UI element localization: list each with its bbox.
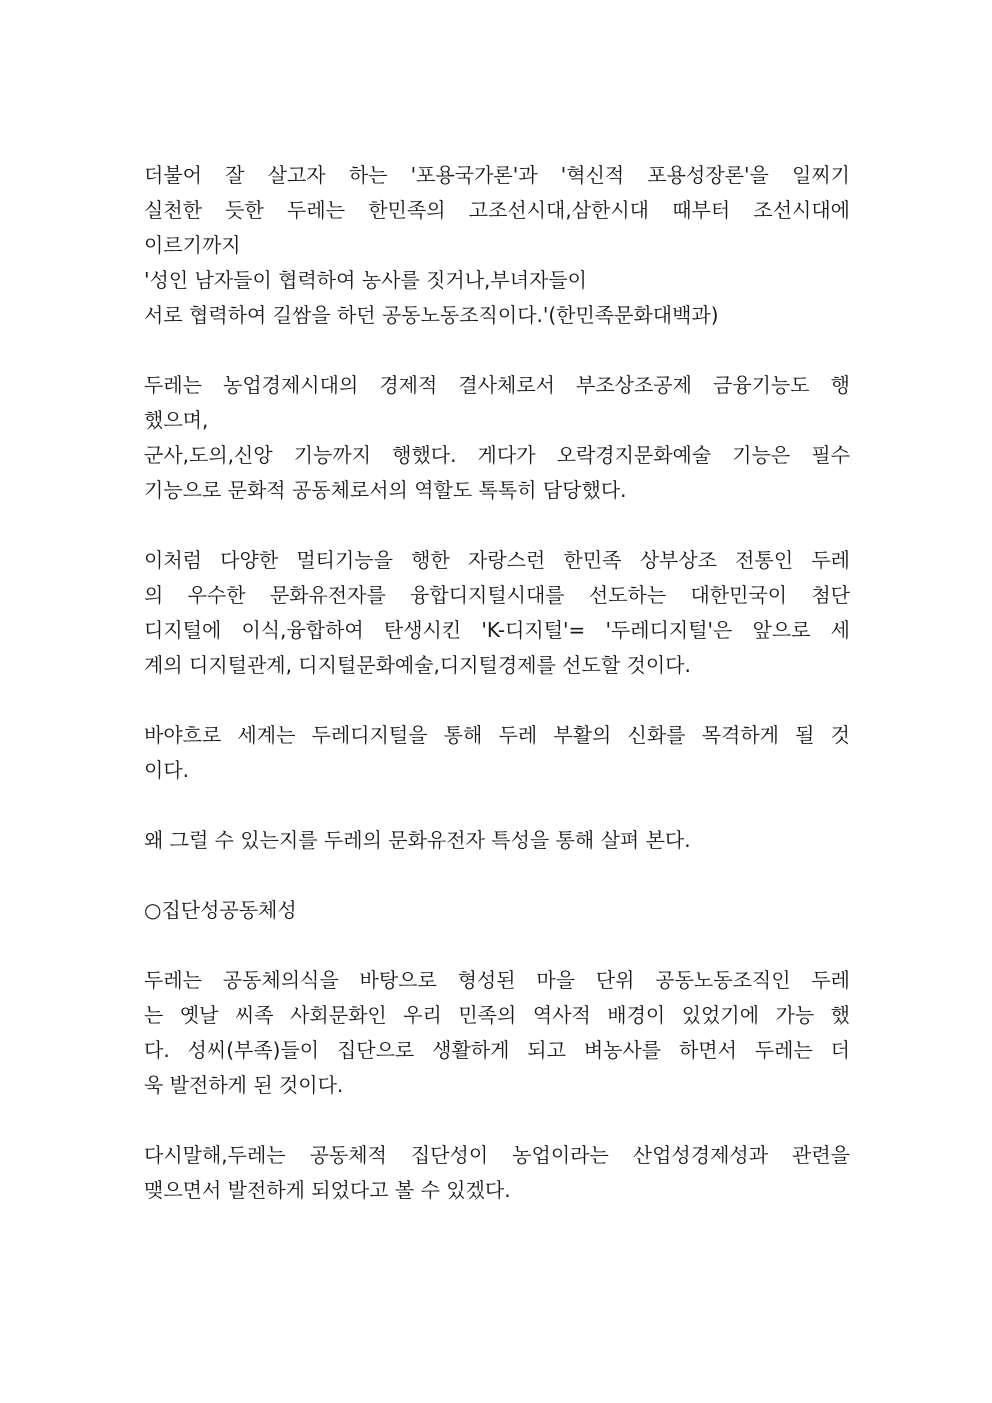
paragraph-4 (144, 718, 850, 788)
text-line: 했으며, (144, 408, 209, 432)
text-line: 바야흐로 세계는 두레디지털을 통해 두레 부활의 신화를 목격하게 될 것 (144, 723, 850, 747)
text-line: 이르기까지 (144, 233, 241, 257)
text-line: 는 옛날 씨족 사회문화인 우리 민족의 역사적 배경이 있었기에 가능 했 (144, 1003, 850, 1027)
text-line: '성인 남자들이 협력하여 농사를 짓거나,부녀자들이 (144, 268, 588, 292)
document-body (144, 158, 850, 1243)
text-line: 군사,도의,신앙 기능까지 행했다. 게다가 오락경지문화예술 기능은 필수 (144, 443, 850, 467)
text-line: 맺으면서 발전하게 되었다고 볼 수 있겠다. (144, 1178, 511, 1202)
text-line: 더불어 잘 살고자 하는 '포용국가론'과 '혁신적 포용성장론'을 일찌기 (144, 163, 850, 187)
paragraph-2 (144, 368, 850, 508)
text-line: 두레는 공동체의식을 바탕으로 형성된 마을 단위 공동노동조직인 두레 (144, 968, 850, 992)
text-line: 의 우수한 문화유전자를 융합디지털시대를 선도하는 대한민국이 첨단 (144, 583, 850, 607)
text-line: 두레는 농업경제시대의 경제적 결사체로서 부조상조공제 금융기능도 행 (144, 373, 850, 397)
paragraph-3 (144, 543, 850, 683)
text-line: 실천한 듯한 두레는 한민족의 고조선시대,삼한시대 때부터 조선시대에 (144, 198, 850, 222)
text-line: 디지털에 이식,융합하여 탄생시킨 'K-디지털'= '두레디지털'은 앞으로 세 (144, 618, 850, 642)
heading-text: ○집단성공동체성 (144, 898, 297, 922)
section-heading (144, 893, 850, 928)
paragraph-7 (144, 1138, 850, 1208)
text-line: 다. 성씨(부족)들이 집단으로 생활하게 되고 벼농사를 하면서 두레는 더 (144, 1038, 850, 1062)
text-line: 다시말해,두레는 공동체적 집단성이 농업이라는 산업성경제성과 관련을 (144, 1143, 850, 1167)
text-line: 이처럼 다양한 멀티기능을 행한 자랑스런 한민족 상부상조 전통인 두레 (144, 548, 850, 572)
text-line: 계의 디지털관계, 디지털문화예술,디지털경제를 선도할 것이다. (144, 653, 691, 677)
paragraph-1 (144, 158, 850, 333)
text-line: 기능으로 문화적 공동체로서의 역할도 톡톡히 담당했다. (144, 478, 627, 502)
paragraph-5 (144, 823, 850, 858)
text-line: 욱 발전하게 된 것이다. (144, 1073, 344, 1097)
paragraph-6 (144, 963, 850, 1103)
text-line: 서로 협력하여 길쌈을 하던 공동노동조직이다.'(한민족문화대백과) (144, 303, 719, 327)
text-line: 이다. (144, 758, 189, 782)
text-line: 왜 그럴 수 있는지를 두레의 문화유전자 특성을 통해 살펴 본다. (144, 828, 691, 852)
